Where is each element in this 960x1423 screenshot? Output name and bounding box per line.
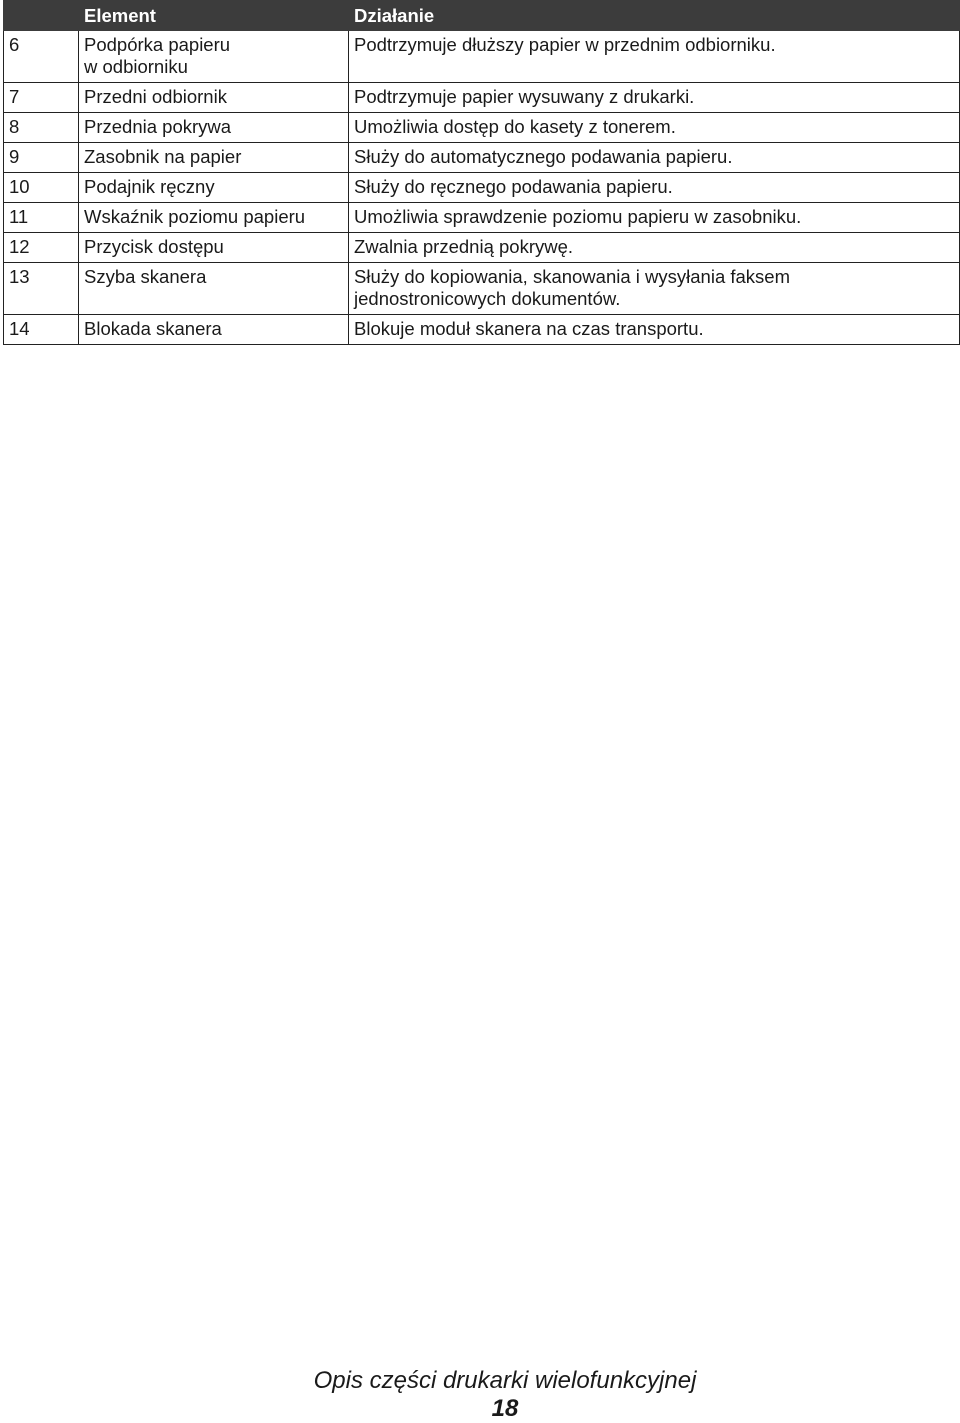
table-row [4,143,960,173]
element-line: Przycisk dostępu [84,236,224,257]
action-line: Służy do ręcznego podawania papieru. [354,176,673,197]
row-number: 12 [4,233,79,263]
row-action [349,203,960,233]
table-row [4,83,960,113]
row-number: 9 [4,143,79,173]
row-action [349,173,960,203]
element-line: Zasobnik na papier [84,146,242,167]
row-element [79,263,349,315]
footer-title: Opis części drukarki wielofunkcyjnej [313,1367,697,1394]
action-line: Służy do kopiowania, skanowania i wysyłania faksem [354,266,790,287]
element-line: Podpórka papieru [84,34,231,55]
row-element [79,173,349,203]
row-action [349,83,960,113]
row-element [79,315,349,345]
row-number: 7 [4,83,79,113]
row-element [79,113,349,143]
table-body [4,31,960,345]
row-element [79,233,349,263]
row-action [349,31,960,83]
element-line: w odbiorniku [84,56,188,77]
header-action: Działanie [349,1,960,31]
page-number: 18 [491,1395,519,1422]
table-row [4,113,960,143]
row-element [79,83,349,113]
action-line: Umożliwia dostęp do kasety z tonerem. [354,116,676,137]
action-line: Blokuje moduł skanera na czas transportu. [354,318,704,339]
row-number: 11 [4,203,79,233]
row-element [79,203,349,233]
element-line: Szyba skanera [84,266,207,287]
action-line: jednostronicowych dokumentów. [354,288,621,309]
table-header-row [4,1,960,31]
row-number: 8 [4,113,79,143]
row-number: 6 [4,31,79,83]
table-row [4,233,960,263]
element-line: Przedni odbiornik [84,86,227,107]
table-row [4,315,960,345]
row-element [79,31,349,83]
action-line: Służy do automatycznego podawania papieru. [354,146,733,167]
element-line: Podajnik ręczny [84,176,215,197]
row-number: 14 [4,315,79,345]
row-action [349,233,960,263]
row-element [79,143,349,173]
header-number [4,1,79,31]
table-row [4,263,960,315]
action-line: Podtrzymuje papier wysuwany z drukarki. [354,86,695,107]
action-line: Umożliwia sprawdzenie poziomu papieru w zasobniku. [354,206,802,227]
table-row [4,31,960,83]
row-number: 10 [4,173,79,203]
element-line: Przednia pokrywa [84,116,232,137]
row-action [349,143,960,173]
table-row [4,203,960,233]
row-action [349,113,960,143]
row-number: 13 [4,263,79,315]
action-line: Zwalnia przednią pokrywę. [354,236,574,257]
row-action [349,263,960,315]
action-line: Podtrzymuje dłuższy papier w przednim odbiorniku. [354,34,776,55]
element-line: Wskaźnik poziomu papieru [84,206,306,227]
parts-table [3,0,960,345]
table-row [4,173,960,203]
element-line: Blokada skanera [84,318,222,339]
row-action [349,315,960,345]
header-element: Element [79,1,349,31]
